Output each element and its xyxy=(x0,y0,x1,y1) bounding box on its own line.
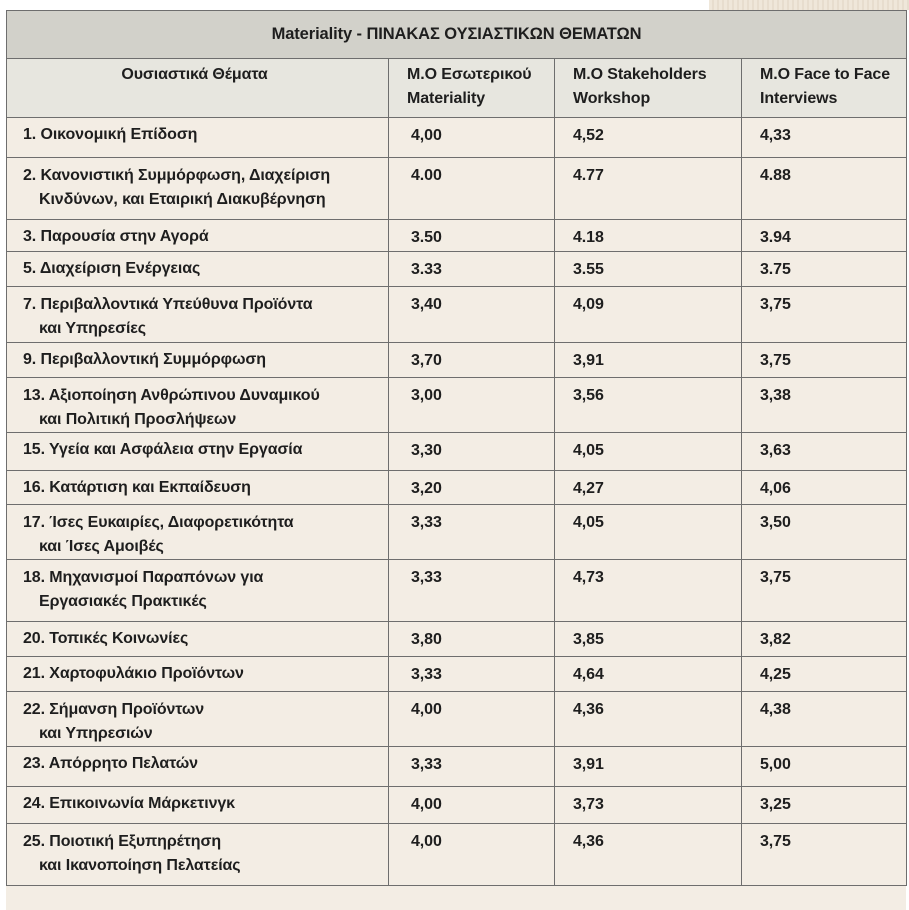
table-row xyxy=(7,343,907,378)
table-row xyxy=(7,471,907,505)
workshop-value: 4,73 xyxy=(555,560,742,622)
table-row xyxy=(7,505,907,560)
topic-cell xyxy=(7,622,389,657)
topic-line: 2. Κανονιστική Συμμόρφωση, Διαχείριση xyxy=(23,167,331,184)
internal-materiality-value: 3,30 xyxy=(389,433,555,471)
internal-materiality-value: 3.33 xyxy=(389,252,555,287)
workshop-value: 3,85 xyxy=(555,622,742,657)
workshop-value: 4,64 xyxy=(555,657,742,692)
topic-cell xyxy=(7,118,389,158)
topic-line: 24. Επικοινωνία Μάρκετινγκ xyxy=(23,795,235,812)
table-row xyxy=(7,560,907,622)
interviews-value: 3,75 xyxy=(742,287,907,343)
topic-cell xyxy=(7,433,389,471)
internal-materiality-value: 3,33 xyxy=(389,505,555,560)
workshop-value: 3.55 xyxy=(555,252,742,287)
table-row xyxy=(7,747,907,787)
internal-materiality-value: 3,20 xyxy=(389,471,555,505)
interviews-value: 4,38 xyxy=(742,692,907,747)
materiality-table xyxy=(6,10,907,886)
page-background-texture xyxy=(709,0,909,10)
interviews-value: 3,75 xyxy=(742,824,907,886)
topic-cell xyxy=(7,787,389,824)
internal-materiality-value: 4,00 xyxy=(389,824,555,886)
column-header-interviews: Μ.Ο Face to Face Interviews xyxy=(742,59,907,118)
table-row xyxy=(7,252,907,287)
internal-materiality-value: 3,70 xyxy=(389,343,555,378)
topic-cell xyxy=(7,158,389,220)
interviews-value: 3,63 xyxy=(742,433,907,471)
interviews-value: 3,75 xyxy=(742,560,907,622)
workshop-value: 4.77 xyxy=(555,158,742,220)
table-body xyxy=(7,118,907,886)
column-header-workshop: Μ.Ο Stakeholders Workshop xyxy=(555,59,742,118)
table-row xyxy=(7,378,907,433)
workshop-value: 4,52 xyxy=(555,118,742,158)
interviews-value: 3,50 xyxy=(742,505,907,560)
column-header-topic: Ουσιαστικά Θέματα xyxy=(7,59,389,118)
workshop-value: 3,73 xyxy=(555,787,742,824)
interviews-value: 3,25 xyxy=(742,787,907,824)
internal-materiality-value: 3,40 xyxy=(389,287,555,343)
table-row xyxy=(7,220,907,252)
topic-line: 25. Ποιοτική Εξυπηρέτηση xyxy=(23,833,221,850)
internal-materiality-value: 3.50 xyxy=(389,220,555,252)
topic-line: και Ίσες Αμοιβές xyxy=(39,538,164,555)
topic-line: 15. Υγεία και Ασφάλεια στην Εργασία xyxy=(23,441,303,458)
table-row xyxy=(7,787,907,824)
workshop-value: 4.18 xyxy=(555,220,742,252)
workshop-value: 3,91 xyxy=(555,747,742,787)
topic-line: και Υπηρεσίες xyxy=(39,320,147,337)
column-header-internal: Μ.Ο Εσωτερικού Materiality xyxy=(389,59,555,118)
interviews-value: 3.75 xyxy=(742,252,907,287)
interviews-value: 3,82 xyxy=(742,622,907,657)
topic-line: 23. Απόρρητο Πελατών xyxy=(23,755,198,772)
interviews-value: 5,00 xyxy=(742,747,907,787)
internal-materiality-value: 4,00 xyxy=(389,692,555,747)
workshop-value: 3,56 xyxy=(555,378,742,433)
topic-cell xyxy=(7,560,389,622)
internal-materiality-value: 4,00 xyxy=(389,118,555,158)
workshop-value: 4,09 xyxy=(555,287,742,343)
topic-line: 3. Παρουσία στην Αγορά xyxy=(23,228,209,245)
topic-cell xyxy=(7,343,389,378)
topic-line: 9. Περιβαλλοντική Συμμόρφωση xyxy=(23,351,266,368)
topic-line: και Ικανοποίηση Πελατείας xyxy=(39,857,241,874)
table-row xyxy=(7,692,907,747)
topic-line: και Υπηρεσιών xyxy=(39,725,153,742)
topic-line: 13. Αξιοποίηση Ανθρώπινου Δυναμικού xyxy=(23,387,320,404)
topic-cell xyxy=(7,657,389,692)
topic-cell xyxy=(7,692,389,747)
table-row xyxy=(7,158,907,220)
internal-materiality-value: 3,33 xyxy=(389,657,555,692)
topic-line: 16. Κατάρτιση και Εκπαίδευση xyxy=(23,479,251,496)
workshop-value: 4,05 xyxy=(555,433,742,471)
topic-line: 17. Ίσες Ευκαιρίες, Διαφορετικότητα xyxy=(23,514,294,531)
materiality-table-container xyxy=(6,10,906,910)
interviews-value: 4,06 xyxy=(742,471,907,505)
topic-cell xyxy=(7,824,389,886)
topic-cell xyxy=(7,505,389,560)
table-row xyxy=(7,433,907,471)
topic-line: Κινδύνων, και Εταιρική Διακυβέρνηση xyxy=(39,191,326,208)
topic-cell xyxy=(7,220,389,252)
interviews-value: 4.88 xyxy=(742,158,907,220)
interviews-value: 3.94 xyxy=(742,220,907,252)
workshop-value: 4,27 xyxy=(555,471,742,505)
table-row xyxy=(7,824,907,886)
internal-materiality-value: 4,00 xyxy=(389,787,555,824)
interviews-value: 4,25 xyxy=(742,657,907,692)
internal-materiality-value: 3,80 xyxy=(389,622,555,657)
table-row xyxy=(7,622,907,657)
topic-line: 18. Μηχανισμοί Παραπόνων για xyxy=(23,569,264,586)
column-header-row xyxy=(7,59,907,118)
table-title: Materiality - ΠΙΝΑΚΑΣ ΟΥΣΙΑΣΤΙΚΩΝ ΘΕΜΑΤΩΝ xyxy=(7,11,907,59)
workshop-value: 4,36 xyxy=(555,824,742,886)
topic-line: 5. Διαχείριση Ενέργειας xyxy=(23,260,201,277)
topic-cell xyxy=(7,287,389,343)
table-row xyxy=(7,287,907,343)
internal-materiality-value: 3,33 xyxy=(389,560,555,622)
topic-cell xyxy=(7,747,389,787)
topic-line: 20. Τοπικές Κοινωνίες xyxy=(23,630,189,647)
internal-materiality-value: 3,33 xyxy=(389,747,555,787)
topic-line: και Πολιτική Προσλήψεων xyxy=(39,411,237,428)
workshop-value: 4,05 xyxy=(555,505,742,560)
topic-line: 7. Περιβαλλοντικά Υπεύθυνα Προϊόντα xyxy=(23,296,313,313)
topic-line: 22. Σήμανση Προϊόντων xyxy=(23,701,205,718)
topic-cell xyxy=(7,471,389,505)
topic-line: 1. Οικονομική Επίδοση xyxy=(23,126,198,143)
workshop-value: 4,36 xyxy=(555,692,742,747)
internal-materiality-value: 4.00 xyxy=(389,158,555,220)
workshop-value: 3,91 xyxy=(555,343,742,378)
table-row xyxy=(7,657,907,692)
interviews-value: 3,38 xyxy=(742,378,907,433)
topic-line: 21. Χαρτοφυλάκιο Προϊόντων xyxy=(23,665,244,682)
table-row xyxy=(7,118,907,158)
topic-cell xyxy=(7,252,389,287)
topic-line: Εργασιακές Πρακτικές xyxy=(39,593,207,610)
interviews-value: 4,33 xyxy=(742,118,907,158)
internal-materiality-value: 3,00 xyxy=(389,378,555,433)
topic-cell xyxy=(7,378,389,433)
interviews-value: 3,75 xyxy=(742,343,907,378)
